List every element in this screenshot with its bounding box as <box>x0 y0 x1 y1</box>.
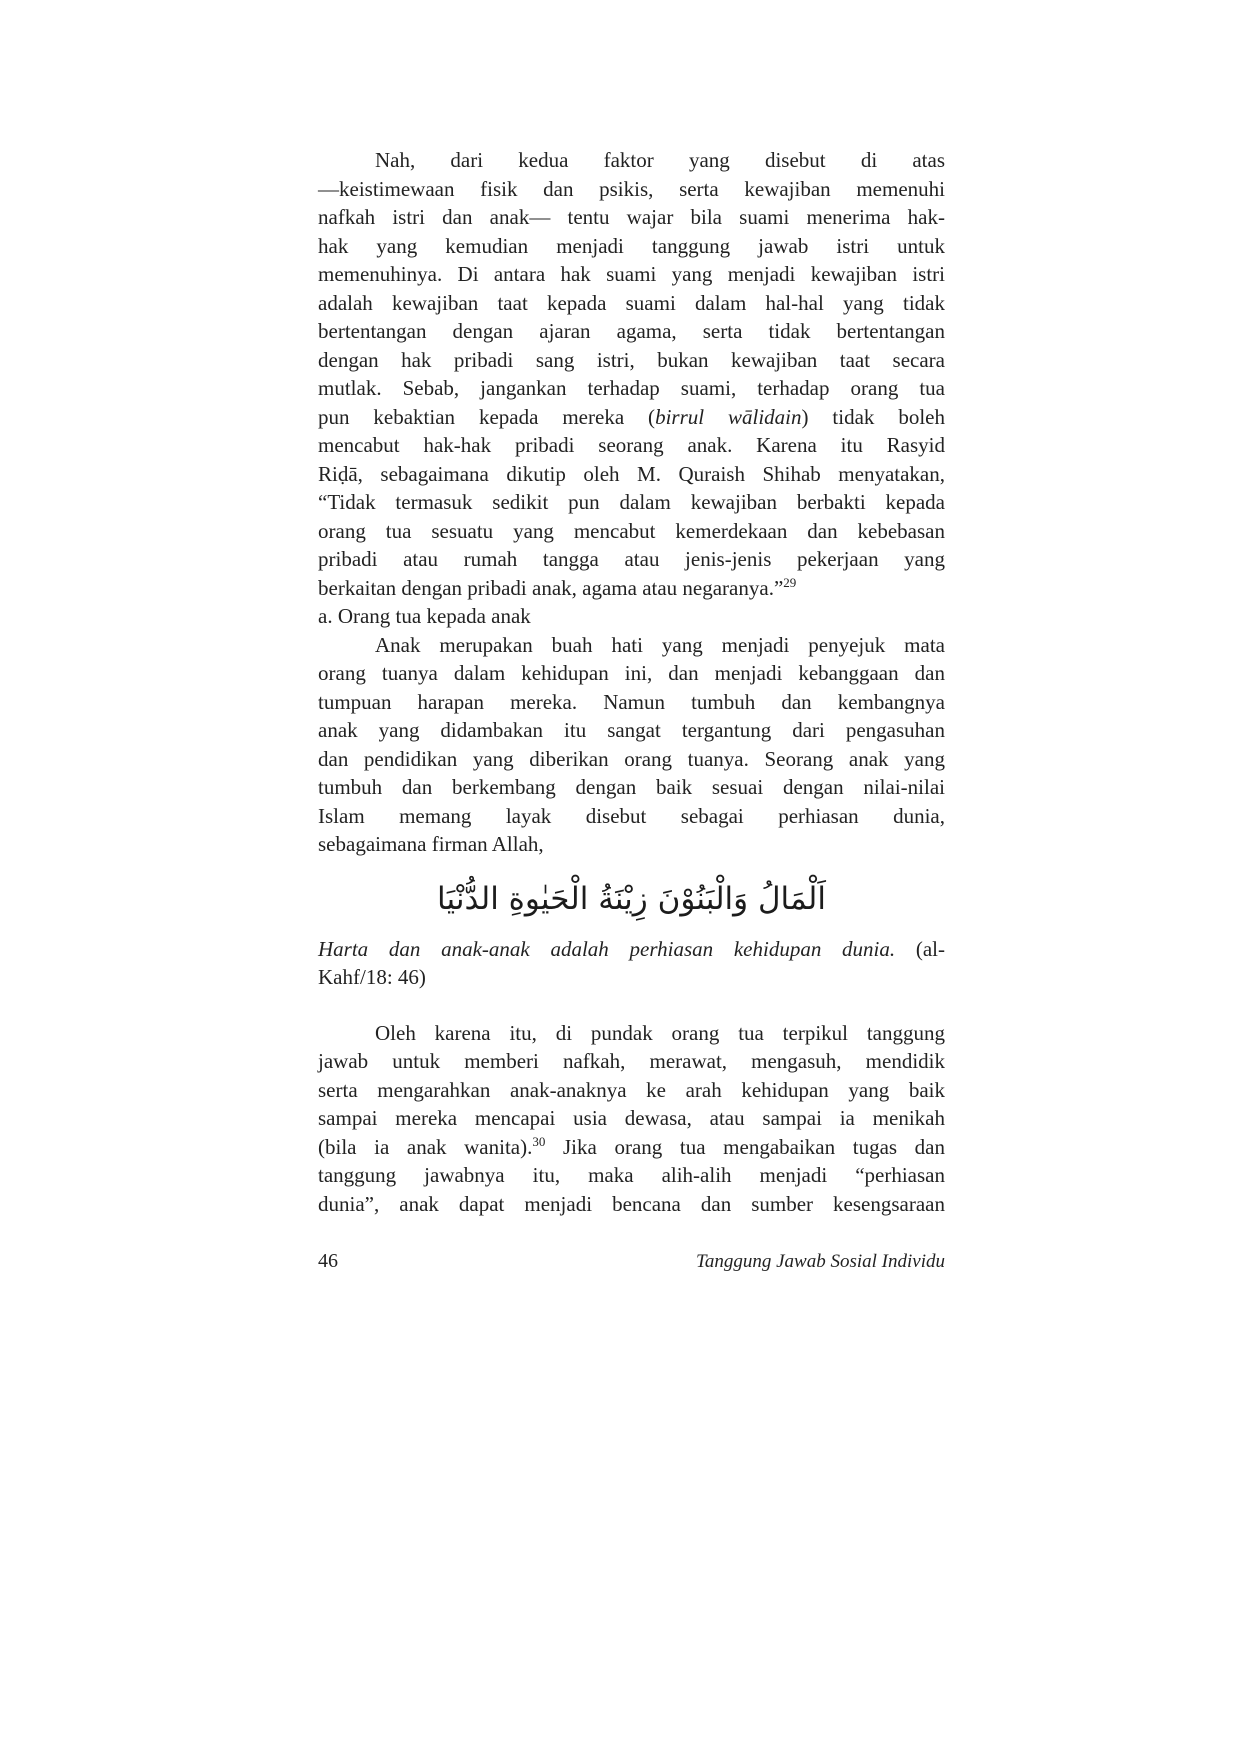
body-text: Riḍā, sebagaimana dikutip oleh M. Quraish Shihab menyatakan, <box>318 461 945 486</box>
text-line <box>318 1133 945 1162</box>
text-line <box>318 830 945 859</box>
body-text: Islam memang layak disebut sebagai perhiasan dunia, <box>318 803 945 828</box>
text-line <box>318 745 945 774</box>
italic-text: birrul wālidain <box>655 404 802 429</box>
text-block <box>318 146 945 1218</box>
text-line <box>318 773 945 802</box>
body-text: sebagaimana firman Allah, <box>318 832 544 856</box>
body-text: “Tidak termasuk sedikit pun dalam kewajiban berbakti kepada <box>318 490 945 514</box>
body-text: tanggung jawabnya itu, maka alih-alih menjadi “perhiasan <box>318 1163 945 1187</box>
text-line <box>318 374 945 403</box>
page-footer <box>318 1247 945 1276</box>
text-line <box>318 1161 945 1190</box>
body-text: tumpuan harapan mereka. Namun tumbuh dan kembangnya <box>318 689 945 714</box>
body-text: memenuhinya. Di antara hak suami yang menjadi kewajiban istri <box>318 262 945 286</box>
running-title: Tanggung Jawab Sosial Individu <box>696 1251 945 1272</box>
text-line <box>318 431 945 460</box>
body-text: orang tua sesuatu yang mencabut kemerdekaan dan kebebasan <box>318 518 945 543</box>
body-text: mencabut hak-hak pribadi seorang anak. Karena itu Rasyid <box>318 433 945 457</box>
body-text: mutlak. Sebab, jangankan terhadap suami, terhadap orang tua <box>318 376 945 400</box>
footnote-reference: 30 <box>532 1133 546 1149</box>
body-text: Nah, dari kedua faktor yang disebut di atas <box>375 148 945 172</box>
body-text: dan pendidikan yang diberikan orang tuanya. Seorang anak yang <box>318 746 945 771</box>
text-line <box>318 659 945 688</box>
text-line <box>318 574 945 603</box>
body-text: dengan hak pribadi sang istri, bukan kewajiban taat secara <box>318 347 945 372</box>
body-text: dunia”, anak dapat menjadi bencana dan sumber kesengsaraan <box>318 1191 945 1216</box>
body-text: berkaitan dengan pribadi anak, agama atau negaranya.” <box>318 575 784 600</box>
text-line <box>318 1076 945 1105</box>
body-text: pribadi atau rumah tangga atau jenis-jenis pekerjaan yang <box>318 547 945 571</box>
body-text: hak yang kemudian menjadi tanggung jawab istri untuk <box>318 233 945 258</box>
text-line <box>318 203 945 232</box>
text-line <box>318 260 945 289</box>
section-heading: a. Orang tua kepada anak <box>318 604 531 628</box>
body-text: (al- <box>895 936 945 961</box>
body-text: bertentangan dengan ajaran agama, serta tidak bertentangan <box>318 319 945 343</box>
body-text: Kahf/18: 46) <box>318 965 426 989</box>
text-line <box>318 1047 945 1076</box>
text-line <box>318 460 945 489</box>
body-text: Anak merupakan buah hati yang menjadi penyejuk mata <box>375 632 945 657</box>
body-text: anak yang didambakan itu sangat tergantung dari pengasuhan <box>318 718 945 742</box>
text-line <box>318 175 945 204</box>
body-text: —keistimewaan fisik dan psikis, serta kewajiban memenuhi <box>318 176 945 201</box>
body-text: Oleh karena itu, di pundak orang tua terpikul tanggung <box>375 1020 945 1045</box>
body-text: adalah kewajiban taat kepada suami dalam hal-hal yang tidak <box>318 290 945 315</box>
paragraph-husband-rights <box>318 146 945 602</box>
arabic-verse: اَلْمَالُ وَالْبَنُوْنَ زِيْنَةُ الْحَيٰوةِ الدُّنْيَا <box>437 880 826 917</box>
body-text: jawab untuk memberi nafkah, merawat, mengasuh, mendidik <box>318 1049 945 1073</box>
text-line <box>318 802 945 831</box>
body-text: serta mengarahkan anak-anaknya ke arah kehidupan yang baik <box>318 1077 945 1102</box>
text-line <box>318 1019 945 1048</box>
text-line <box>318 403 945 432</box>
paragraph-children-blessing <box>318 631 945 859</box>
text-line <box>318 232 945 261</box>
body-text: pun kebaktian kepada mereka ( <box>318 404 656 429</box>
text-line <box>318 488 945 517</box>
text-line <box>318 716 945 745</box>
page-number: 46 <box>318 1250 338 1272</box>
text-line <box>318 631 945 660</box>
body-text: tumbuh dan berkembang dengan baik sesuai dengan nilai-nilai <box>318 775 945 799</box>
paragraph-verse-translation <box>318 935 945 992</box>
text-line <box>318 545 945 574</box>
paragraph-parents-duty <box>318 1019 945 1219</box>
text-line <box>318 963 945 992</box>
italic-text: Harta dan anak-anak adalah perhiasan kehidupan dunia. <box>318 936 896 961</box>
body-text: sampai mereka mencapai usia dewasa, atau sampai ia menikah <box>318 1106 945 1130</box>
text-line <box>318 317 945 346</box>
text-line <box>318 1190 945 1219</box>
text-line <box>318 1104 945 1133</box>
text-line <box>318 688 945 717</box>
text-line <box>318 289 945 318</box>
text-line <box>318 517 945 546</box>
body-text: ) tidak boleh <box>801 404 945 429</box>
body-text: (bila ia anak wanita). <box>318 1134 533 1159</box>
footnote-reference: 29 <box>783 574 797 590</box>
body-text: nafkah istri dan anak— tentu wajar bila suami menerima hak- <box>318 205 945 229</box>
text-line <box>318 346 945 375</box>
body-text: Jika orang tua mengabaikan tugas dan <box>545 1134 946 1159</box>
text-line <box>318 146 945 175</box>
body-text: orang tuanya dalam kehidupan ini, dan menjadi kebanggaan dan <box>318 661 945 685</box>
text-line <box>318 935 945 964</box>
